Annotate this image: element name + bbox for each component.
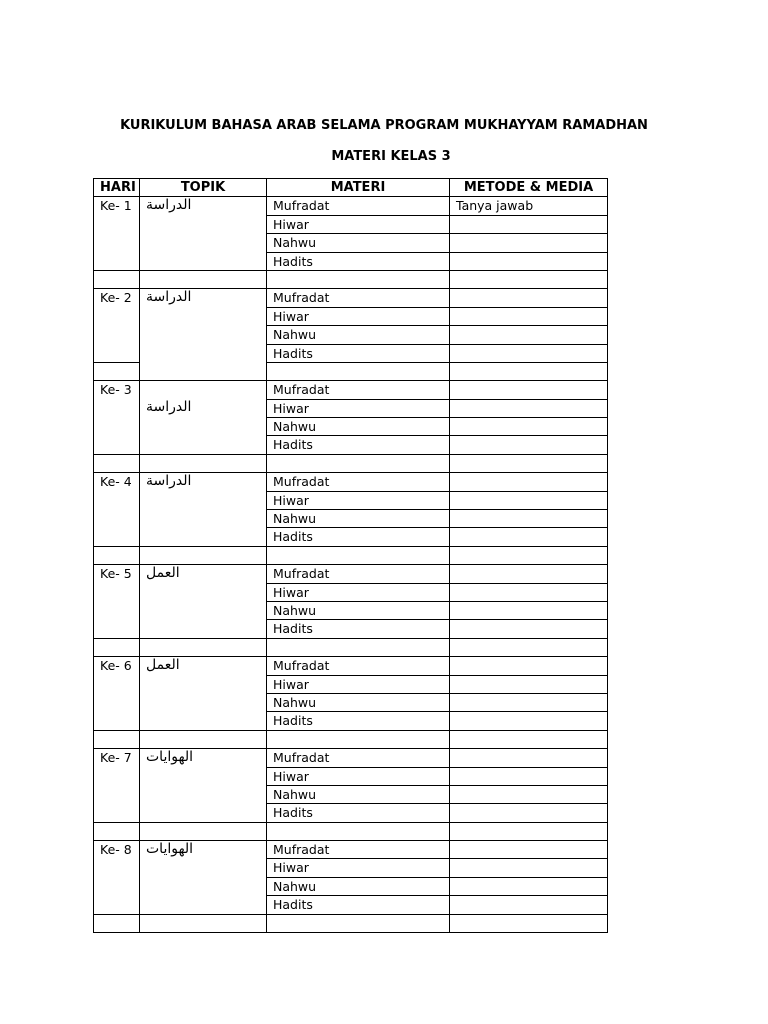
table-header-row: [94, 179, 608, 197]
materi-cell: Mufradat: [267, 473, 450, 491]
empty-cell: [267, 362, 450, 380]
table-row: [94, 657, 608, 675]
table-row: [94, 381, 608, 399]
empty-cell: [140, 638, 267, 656]
day-label: Ke- 8: [94, 841, 140, 915]
metode-cell: [450, 804, 608, 822]
empty-cell: [140, 546, 267, 564]
empty-cell: [140, 822, 267, 840]
topic-cell: [140, 841, 267, 915]
materi-cell: Hiwar: [267, 767, 450, 785]
materi-cell: Hadits: [267, 436, 450, 454]
day-label: Ke- 3: [94, 381, 140, 455]
empty-cell: [450, 822, 608, 840]
header-hari: HARI: [94, 179, 140, 197]
empty-cell: [94, 914, 140, 932]
materi-cell: Hiwar: [267, 307, 450, 325]
empty-cell: [140, 914, 267, 932]
materi-cell: Hadits: [267, 344, 450, 362]
topic-label: الدراسة: [146, 197, 192, 214]
materi-cell: Nahwu: [267, 510, 450, 528]
empty-cell: [450, 546, 608, 564]
empty-cell: [94, 362, 140, 380]
empty-cell: [140, 454, 267, 472]
empty-cell: [94, 822, 140, 840]
metode-cell: [450, 693, 608, 711]
table-row: [94, 565, 608, 583]
metode-cell: [450, 657, 608, 675]
table-row: [94, 289, 608, 307]
materi-cell: Mufradat: [267, 197, 450, 215]
spacer-row: [94, 822, 608, 840]
topic-cell: [140, 473, 267, 547]
materi-cell: Hadits: [267, 896, 450, 914]
metode-cell: [450, 601, 608, 619]
materi-cell: Nahwu: [267, 601, 450, 619]
table-row: [94, 197, 608, 215]
materi-cell: Hiwar: [267, 675, 450, 693]
metode-cell: [450, 675, 608, 693]
metode-cell: [450, 381, 608, 399]
spacer-row: [94, 730, 608, 748]
spacer-row: [94, 454, 608, 472]
materi-cell: Hadits: [267, 620, 450, 638]
materi-cell: Nahwu: [267, 785, 450, 803]
empty-cell: [267, 822, 450, 840]
metode-cell: [450, 583, 608, 601]
empty-cell: [450, 362, 608, 380]
document-subtitle: MATERI KELAS 3: [331, 149, 451, 164]
materi-cell: Nahwu: [267, 234, 450, 252]
metode-cell: [450, 841, 608, 859]
table-row: [94, 841, 608, 859]
empty-cell: [267, 638, 450, 656]
materi-cell: Hiwar: [267, 859, 450, 877]
materi-cell: Nahwu: [267, 877, 450, 895]
materi-cell: Hadits: [267, 528, 450, 546]
empty-cell: [450, 914, 608, 932]
topic-cell: [140, 197, 267, 271]
header-topik: TOPIK: [140, 179, 267, 197]
topic-label: الهوايات: [146, 841, 194, 858]
materi-cell: Nahwu: [267, 418, 450, 436]
topic-label: الدراسة: [146, 473, 192, 490]
empty-cell: [94, 270, 140, 288]
document-title: KURIKULUM BAHASA ARAB SELAMA PROGRAM MUKHAYYAM RAMADHAN: [120, 118, 648, 133]
materi-cell: Mufradat: [267, 565, 450, 583]
metode-cell: Tanya jawab: [450, 197, 608, 215]
metode-cell: [450, 491, 608, 509]
day-label: Ke- 5: [94, 565, 140, 639]
empty-cell: [267, 454, 450, 472]
metode-cell: [450, 785, 608, 803]
metode-cell: [450, 620, 608, 638]
topic-cell: [140, 657, 267, 731]
table-row: [94, 473, 608, 491]
empty-cell: [94, 454, 140, 472]
empty-cell: [267, 270, 450, 288]
metode-cell: [450, 877, 608, 895]
empty-cell: [140, 270, 267, 288]
materi-cell: Hiwar: [267, 215, 450, 233]
metode-cell: [450, 528, 608, 546]
topic-label: العمل: [146, 565, 180, 582]
spacer-row: [94, 638, 608, 656]
materi-cell: Hiwar: [267, 583, 450, 601]
table-row: [94, 749, 608, 767]
metode-cell: [450, 859, 608, 877]
metode-cell: [450, 749, 608, 767]
empty-cell: [267, 730, 450, 748]
metode-cell: [450, 399, 608, 417]
day-label: Ke- 4: [94, 473, 140, 547]
empty-cell: [450, 730, 608, 748]
metode-cell: [450, 289, 608, 307]
topic-cell: [140, 289, 267, 381]
materi-cell: Nahwu: [267, 693, 450, 711]
empty-cell: [94, 730, 140, 748]
metode-cell: [450, 344, 608, 362]
empty-cell: [450, 270, 608, 288]
materi-cell: Hiwar: [267, 399, 450, 417]
empty-cell: [450, 638, 608, 656]
metode-cell: [450, 565, 608, 583]
header-materi: MATERI: [267, 179, 450, 197]
materi-cell: Mufradat: [267, 381, 450, 399]
materi-cell: Nahwu: [267, 326, 450, 344]
metode-cell: [450, 473, 608, 491]
empty-cell: [267, 546, 450, 564]
topic-label: الهوايات: [146, 749, 194, 766]
materi-cell: Mufradat: [267, 289, 450, 307]
spacer-row: [94, 270, 608, 288]
empty-cell: [267, 914, 450, 932]
materi-cell: Mufradat: [267, 657, 450, 675]
materi-cell: Mufradat: [267, 749, 450, 767]
header-metode: METODE & MEDIA: [450, 179, 608, 197]
metode-cell: [450, 326, 608, 344]
materi-cell: Mufradat: [267, 841, 450, 859]
metode-cell: [450, 712, 608, 730]
spacer-row: [94, 914, 608, 932]
topic-label: الدراسة: [146, 289, 192, 306]
day-label: Ke- 6: [94, 657, 140, 731]
metode-cell: [450, 418, 608, 436]
day-label: Ke- 1: [94, 197, 140, 271]
empty-cell: [140, 730, 267, 748]
topic-cell: [140, 565, 267, 639]
metode-cell: [450, 436, 608, 454]
empty-cell: [94, 546, 140, 564]
empty-cell: [450, 454, 608, 472]
topic-cell: [140, 749, 267, 823]
topic-label: الدراسة: [146, 399, 192, 416]
spacer-row: [94, 546, 608, 564]
materi-cell: Hadits: [267, 712, 450, 730]
topic-label: العمل: [146, 657, 180, 674]
metode-cell: [450, 767, 608, 785]
metode-cell: [450, 252, 608, 270]
materi-cell: Hiwar: [267, 491, 450, 509]
metode-cell: [450, 307, 608, 325]
metode-cell: [450, 896, 608, 914]
curriculum-table: [93, 178, 608, 933]
metode-cell: [450, 215, 608, 233]
topic-cell: [140, 381, 267, 455]
metode-cell: [450, 234, 608, 252]
empty-cell: [94, 638, 140, 656]
table-body: [94, 197, 608, 933]
day-label: Ke- 2: [94, 289, 140, 363]
day-label: Ke- 7: [94, 749, 140, 823]
materi-cell: Hadits: [267, 252, 450, 270]
materi-cell: Hadits: [267, 804, 450, 822]
metode-cell: [450, 510, 608, 528]
